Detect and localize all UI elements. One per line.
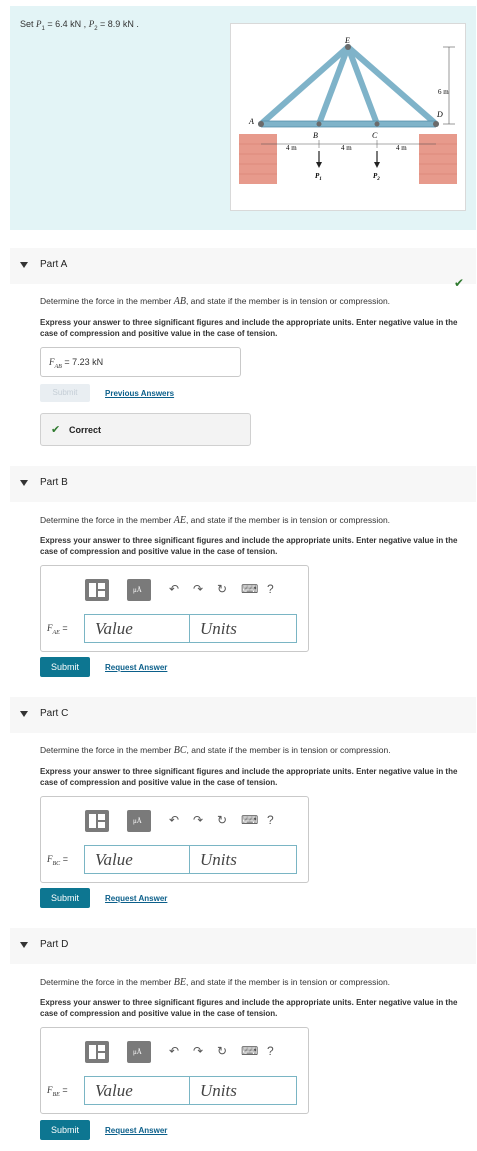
p2-subscript: 2 bbox=[94, 25, 98, 32]
left-support bbox=[239, 134, 277, 184]
templates-icon[interactable] bbox=[85, 579, 109, 601]
part-d-field-label: $F_{BE}$ = bbox=[47, 1085, 68, 1098]
p2-symbol: P bbox=[88, 19, 95, 29]
part-d-question: Determine the force in the member BE, and state if the member is in tension or compression. bbox=[40, 977, 391, 988]
help-icon[interactable]: ? bbox=[267, 1044, 274, 1058]
templates-icon[interactable] bbox=[85, 1041, 109, 1063]
right-support bbox=[419, 134, 457, 184]
reset-icon[interactable]: ↻ bbox=[217, 582, 228, 596]
correct-feedback bbox=[40, 413, 251, 446]
label-p2: $P_2$ bbox=[373, 172, 380, 182]
part-d-units-input[interactable]: Units bbox=[189, 1076, 297, 1105]
part-c-question: Determine the force in the member BC, and state if the member is in tension or compression. bbox=[40, 745, 391, 756]
part-c-field-label: $F_{BC}$ = bbox=[47, 854, 68, 867]
part-c-submit-button[interactable]: Submit bbox=[40, 888, 90, 908]
templates-icon[interactable] bbox=[85, 810, 109, 832]
units-icon[interactable]: μÅ bbox=[127, 1041, 151, 1063]
keyboard-icon[interactable]: ⌨ bbox=[241, 582, 259, 596]
part-d-input-panel bbox=[40, 1027, 309, 1114]
truss-diagram bbox=[231, 24, 467, 212]
joint-a bbox=[258, 121, 264, 127]
help-icon[interactable]: ? bbox=[267, 813, 274, 827]
p1-subscript: 1 bbox=[41, 25, 45, 32]
joint-d bbox=[433, 121, 439, 127]
joint-c bbox=[375, 122, 380, 127]
label-e: E bbox=[345, 36, 350, 45]
redo-icon[interactable]: ↷ bbox=[193, 1044, 204, 1058]
part-b-value-input[interactable]: Value bbox=[84, 614, 190, 643]
part-a-answer: $F_{AB} = 7.23$ kN bbox=[49, 357, 104, 370]
part-b-instructions: Express your answer to three significant figures and include the appropriate units. Enter negative value in the case of compression and positive value in the case of tension. bbox=[40, 536, 458, 556]
label-c: C bbox=[372, 131, 378, 140]
check-icon: ✔ bbox=[453, 276, 464, 290]
units-icon[interactable]: μÅ bbox=[127, 810, 151, 832]
undo-icon[interactable]: ↶ bbox=[169, 582, 180, 596]
label-height: 6 m bbox=[438, 88, 449, 96]
label-a: A bbox=[249, 117, 254, 126]
units-icon[interactable]: μÅ bbox=[127, 579, 151, 601]
part-b-units-input[interactable]: Units bbox=[189, 614, 297, 643]
part-c-value-input[interactable]: Value bbox=[84, 845, 190, 874]
part-c-units-input[interactable]: Units bbox=[189, 845, 297, 874]
previous-answers-link[interactable]: Previous Answers bbox=[105, 389, 175, 398]
expand-icon bbox=[20, 262, 28, 268]
label-span2: 4 m bbox=[341, 144, 352, 152]
expand-icon bbox=[20, 711, 28, 717]
part-a-instructions: Express your answer to three significant figures and include the appropriate units. Enter negative value in the case of compression and positive value in the case of tension. bbox=[40, 318, 458, 338]
undo-icon[interactable]: ↶ bbox=[169, 813, 180, 827]
truss-figure[interactable] bbox=[230, 23, 466, 211]
keyboard-icon[interactable]: ⌨ bbox=[241, 813, 259, 827]
part-d-request-answer-link[interactable]: Request Answer bbox=[105, 1126, 168, 1135]
part-a-answer-box bbox=[40, 347, 241, 377]
intro-label: Set bbox=[20, 19, 34, 29]
redo-icon[interactable]: ↷ bbox=[193, 813, 204, 827]
part-b-field-label: $F_{AE}$ = bbox=[47, 623, 68, 636]
label-b: B bbox=[313, 131, 318, 140]
part-d-value-input[interactable]: Value bbox=[84, 1076, 190, 1105]
joint-b bbox=[317, 122, 322, 127]
label-p1: $P_1$ bbox=[315, 172, 322, 182]
expand-icon bbox=[20, 480, 28, 486]
part-c-instructions: Express your answer to three significant figures and include the appropriate units. Enter negative value in the case of compression and positive value in the case of tension. bbox=[40, 767, 458, 787]
part-d-header[interactable] bbox=[10, 928, 476, 964]
truss-members bbox=[261, 47, 436, 124]
part-c-input-panel bbox=[40, 796, 309, 883]
redo-icon[interactable]: ↷ bbox=[193, 582, 204, 596]
reset-icon[interactable]: ↻ bbox=[217, 813, 228, 827]
part-b-request-answer-link[interactable]: Request Answer bbox=[105, 663, 168, 672]
part-d-instructions: Express your answer to three significant figures and include the appropriate units. Enter negative value in the case of compression and positive value in the case of tension. bbox=[40, 998, 458, 1018]
label-span3: 4 m bbox=[396, 144, 407, 152]
part-b-input-panel bbox=[40, 565, 309, 652]
part-d-submit-button[interactable]: Submit bbox=[40, 1120, 90, 1140]
load-values bbox=[20, 19, 139, 32]
part-a-title: Part A bbox=[40, 259, 68, 270]
expand-icon bbox=[20, 942, 28, 948]
part-a-question: Determine the force in the member AB, and state if the member is in tension or compression. bbox=[40, 296, 391, 307]
p1-value: = 6.4 kN , bbox=[47, 19, 87, 29]
label-d: D bbox=[437, 110, 443, 119]
part-b-question: Determine the force in the member AE, and state if the member is in tension or compression. bbox=[40, 515, 391, 526]
p1-symbol: P bbox=[36, 19, 42, 29]
correct-label: Correct bbox=[69, 425, 102, 435]
part-c-request-answer-link[interactable]: Request Answer bbox=[105, 894, 168, 903]
part-b-header[interactable] bbox=[10, 466, 476, 502]
part-d-title: Part D bbox=[40, 939, 69, 950]
part-a-header[interactable] bbox=[10, 248, 476, 290]
help-icon[interactable]: ? bbox=[267, 582, 274, 596]
part-b-title: Part B bbox=[40, 477, 68, 488]
part-b-submit-button[interactable]: Submit bbox=[40, 657, 90, 677]
part-c-header[interactable] bbox=[10, 697, 476, 733]
part-c-title: Part C bbox=[40, 708, 69, 719]
p2-value: = 8.9 kN . bbox=[100, 19, 139, 29]
label-span1: 4 m bbox=[286, 144, 297, 152]
reset-icon[interactable]: ↻ bbox=[217, 1044, 228, 1058]
keyboard-icon[interactable]: ⌨ bbox=[241, 1044, 259, 1058]
undo-icon[interactable]: ↶ bbox=[169, 1044, 180, 1058]
check-icon: ✔ bbox=[51, 424, 61, 436]
part-a-submit-button[interactable]: Submit bbox=[40, 384, 90, 402]
